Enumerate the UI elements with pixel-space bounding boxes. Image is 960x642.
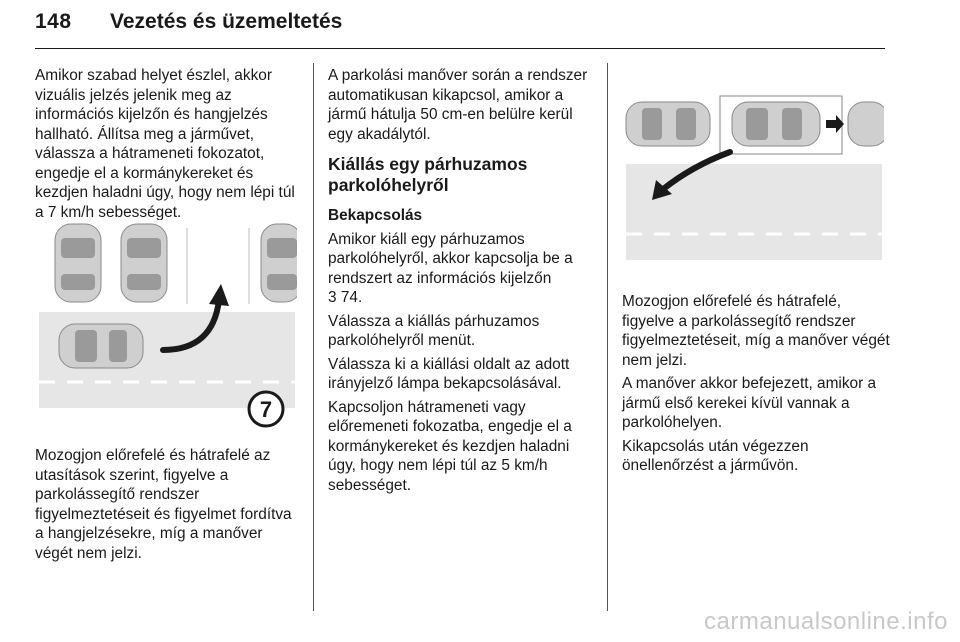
paragraph: Amikor szabad helyet észlel, akkor vizuális jelzés jelenik meg az információs kijelzőn és hangjelzés hallható. Állítsa meg a járművet, válassza a hátrameneti fokozatot, engedje el a kormánykereket és kezdjen haladni úgy, hogy nem lépi túl a 7 km/h sebességet. bbox=[35, 67, 295, 221]
column-divider-2 bbox=[607, 63, 608, 611]
column-divider-1 bbox=[313, 63, 314, 611]
paragraph: Kapcsoljon hátrameneti vagy előremeneti fokozatba, engedje el a kormánykereket és kezdjen haladni úgy, hogy nem lépi túl az 5 km/h sebességet. bbox=[328, 398, 572, 494]
paragraph: Amikor kiáll egy párhuzamos parkolóhelyről, akkor kapcsolja be a rendszert az információs kijelzőn bbox=[328, 230, 573, 287]
parking-in-illustration bbox=[35, 220, 297, 434]
parked-car-icon bbox=[55, 224, 101, 302]
parked-car-icon bbox=[121, 224, 167, 302]
moving-car-icon bbox=[59, 324, 143, 368]
paragraph: A manőver akkor befejezett, amikor a jármű első kerekei kívül vannak a parkolóhelyen. bbox=[622, 375, 877, 431]
parked-car-icon bbox=[626, 102, 710, 146]
paragraph: Válassza a kiállás párhuzamos parkolóhelyről menüt. bbox=[328, 312, 540, 349]
column-2 bbox=[328, 66, 596, 499]
column-1-bottom bbox=[35, 446, 297, 567]
paragraph: Mozogjon előrefelé és hátrafelé, figyelve a parkolássegítő rendszer figyelmeztetéseit, míg a manőver végét nem jelzi. bbox=[622, 293, 890, 369]
paragraph: Mozogjon előrefelé és hátrafelé az utasítások szerint, figyelve a parkolássegítő rendszer figyelmeztetéseit és figyelmet fordítva a hangjelzésekre, míg a manőver végét nem jelzi. bbox=[35, 447, 292, 562]
column-1-top bbox=[35, 66, 297, 226]
parked-car-icon bbox=[848, 102, 884, 146]
active-car-icon bbox=[732, 102, 820, 146]
paragraph: Kikapcsolás után végezzen önellenőrzést a járművön. bbox=[622, 437, 809, 474]
column-3 bbox=[622, 292, 890, 480]
section-heading: Kiállás egy párhuzamos parkolóhelyről bbox=[328, 154, 528, 195]
paragraph: Válassza ki a kiállási oldalt az adott irányjelző lámpa bekapcsolásával. bbox=[328, 355, 570, 392]
page-title: Vezetés és üzemeltetés bbox=[110, 10, 343, 33]
parked-car-icon bbox=[261, 224, 297, 302]
subheading: Bekapcsolás bbox=[328, 207, 423, 224]
figure-badge-number: 7 bbox=[259, 397, 273, 422]
page-reference: 3 74. bbox=[328, 289, 363, 306]
page-number: 148 bbox=[35, 10, 72, 33]
header-rule bbox=[35, 48, 885, 49]
watermark: carmanualsonline.info bbox=[704, 608, 948, 635]
parking-out-illustration bbox=[622, 94, 884, 264]
paragraph: A parkolási manőver során a rendszer automatikusan kikapcsol, amikor a jármű hátulja 50 cm-en belülre kerül egy akadálytól. bbox=[328, 67, 588, 143]
